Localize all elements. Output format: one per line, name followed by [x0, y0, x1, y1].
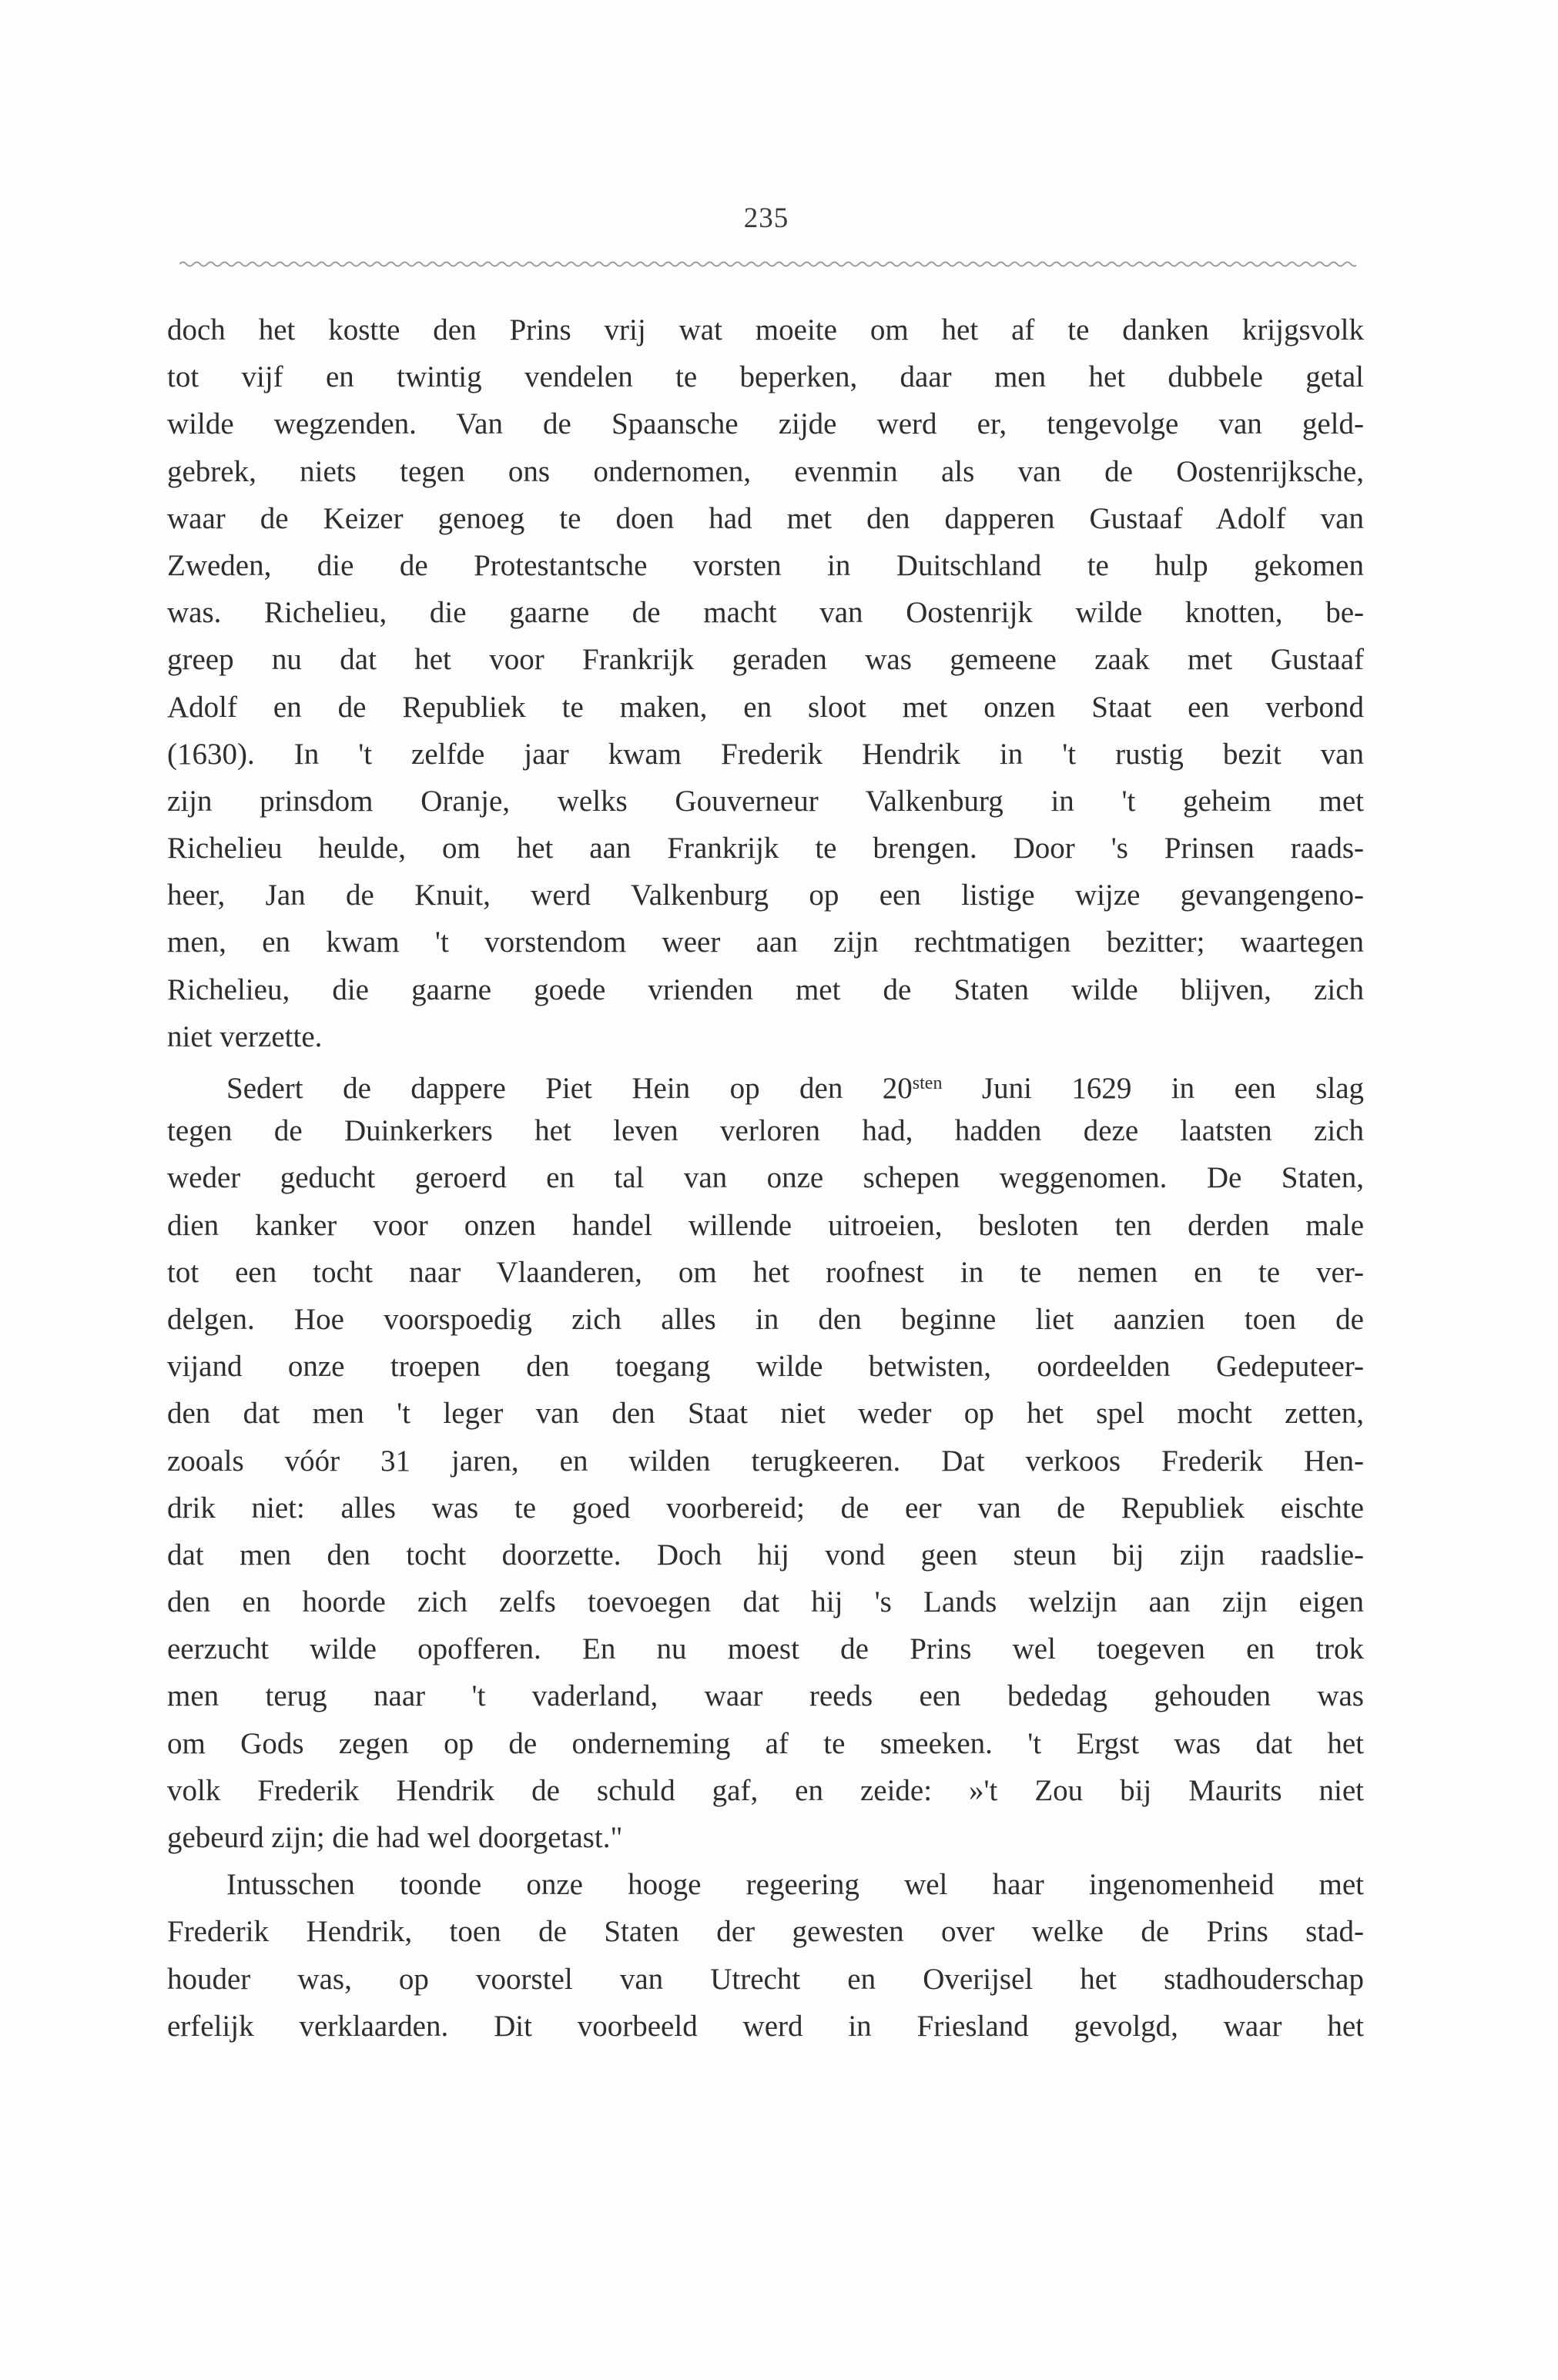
text-line: den en hoorde zich zelfs toevoegen dat hij 's Lands welzijn aan zijn eigen: [167, 1585, 1364, 1619]
text-line-first: [167, 1060, 1364, 1107]
text-line: heer, Jan de Knuit, werd Valkenburg op een listige wijze gevangengeno-: [167, 879, 1364, 912]
text-line: doch het kostte den Prins vrij wat moeite om het af te danken krijgsvolk: [167, 313, 1364, 346]
text-line: zooals vóór 31 jaren, en wilden terugkeeren. Dat verkoos Frederik Hen-: [167, 1444, 1364, 1478]
text-line: houder was, op voorstel van Utrecht en Overijsel het stadhouderschap: [167, 1962, 1364, 1996]
text-line: tot een tocht naar Vlaanderen, om het roofnest in te nemen en te ver-: [167, 1255, 1364, 1289]
text-line: erfelijk verklaarden. Dit voorbeeld werd in Friesland gevolgd, waar het: [167, 2009, 1364, 2043]
text-line: tegen de Duinkerkers het leven verloren had, hadden deze laatsten zich: [167, 1114, 1364, 1148]
text-line: drik niet: alles was te goed voorbereid; de eer van de Republiek eischte: [167, 1491, 1364, 1525]
text-line: delgen. Hoe voorspoedig zich alles in den beginne liet aanzien toen de: [167, 1302, 1364, 1336]
page-number: 235: [743, 203, 789, 234]
text-line: wilde wegzenden. Van de Spaansche zijde werd er, tengevolge van geld-: [167, 407, 1364, 441]
text-line: zijn prinsdom Oranje, welks Gouverneur Valkenburg in 't geheim met: [167, 784, 1364, 818]
text-line: den dat men 't leger van den Staat niet weder op het spel mocht zetten,: [167, 1397, 1364, 1431]
text-line: gebrek, niets tegen ons ondernomen, evenmin als van de Oostenrijksche,: [167, 454, 1364, 488]
text-line: waar de Keizer genoeg te doen had met den dapperen Gustaaf Adolf van: [167, 501, 1364, 535]
text-line: volk Frederik Hendrik de schuld gaf, en zeide: »'t Zou bij Maurits niet: [167, 1773, 1364, 1807]
text-segment: Juni 1629 in een slag: [942, 1072, 1364, 1105]
text-line: tot vijf en twintig vendelen te beperken, daar men het dubbele getal: [167, 360, 1364, 394]
text-line: Zweden, die de Protestantsche vorsten in Duitschland te hulp gekomen: [167, 548, 1364, 582]
text-line: niet verzette.: [167, 1019, 323, 1053]
text-line: om Gods zegen op de onderneming af te smeeken. 't Ergst was dat het: [167, 1726, 1364, 1760]
text-line: greep nu dat het voor Frankrijk geraden was gemeene zaak met Gustaaf: [167, 643, 1364, 677]
superscript: sten: [912, 1073, 943, 1093]
text-line: Richelieu, die gaarne goede vrienden met de Staten wilde blijven, zich: [167, 972, 1364, 1006]
text-line: Adolf en de Republiek te maken, en sloot met onzen Staat een verbond: [167, 690, 1364, 724]
text-line: Richelieu heulde, om het aan Frankrijk te brengen. Door 's Prinsen raads-: [167, 832, 1364, 865]
text-segment: Sedert de dappere Piet Hein op den 20: [226, 1072, 913, 1105]
text-line: Frederik Hendrik, toen de Staten der gewesten over welke de Prins stad-: [167, 1915, 1364, 1949]
text-line: Intusschen toonde onze hooge regeering wel haar ingenomenheid met: [226, 1868, 1364, 1902]
text-line: dien kanker voor onzen handel willende uitroeien, besloten ten derden male: [167, 1208, 1364, 1242]
text-line: weder geducht geroerd en tal van onze schepen weggenomen. De Staten,: [167, 1161, 1364, 1195]
text-line: (1630). In 't zelfde jaar kwam Frederik Hendrik in 't rustig bezit van: [167, 737, 1364, 771]
text-line: gebeurd zijn; die had wel doorgetast.": [167, 1821, 623, 1854]
text-line: was. Richelieu, die gaarne de macht van Oostenrijk wilde knotten, be-: [167, 596, 1364, 630]
text-line: men terug naar 't vaderland, waar reeds een bededag gehouden was: [167, 1679, 1364, 1713]
body-text: [167, 306, 1364, 2050]
text-line: dat men den tocht doorzette. Doch hij vond geen steun bij zijn raadslie-: [167, 1538, 1364, 1572]
text-line: eerzucht wilde opofferen. En nu moest de Prins wel toegeven en trok: [167, 1632, 1364, 1666]
text-line: men, en kwam 't vorstendom weer aan zijn rechtmatigen bezitter; waartegen: [167, 926, 1364, 959]
decorative-wavy-rule: [179, 258, 1356, 270]
text-line: vijand onze troepen den toegang wilde betwisten, oordeelden Gedeputeer-: [167, 1350, 1364, 1384]
